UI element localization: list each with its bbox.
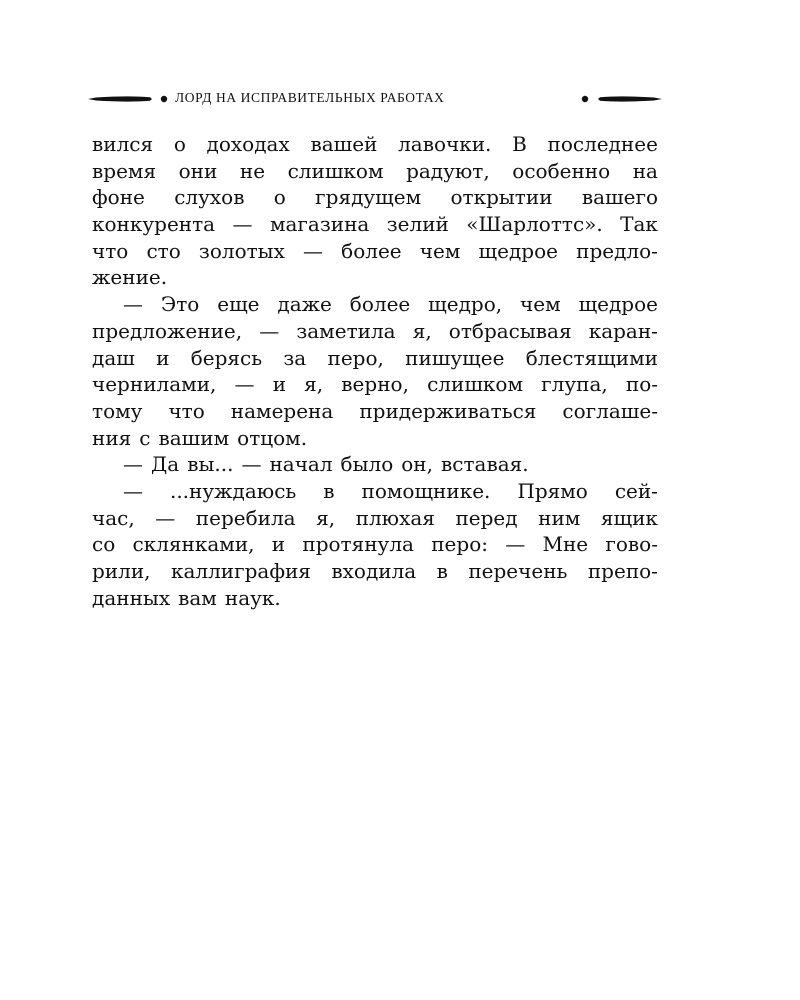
text-line: ния с вашим отцом. <box>92 425 308 450</box>
text-line: — ...нуждаюсь в помощнике. Прямо сей- <box>123 478 658 503</box>
text-line: тому что намерена придерживаться соглаше- <box>92 398 658 423</box>
text-line: вился о доходах вашей лавочки. В последнее <box>92 132 658 156</box>
text-line: что сто золотых — более чем щедрое предло- <box>92 238 658 263</box>
body-text <box>92 131 658 611</box>
text-line: — Да вы... — начал было он, вставая. <box>123 452 529 477</box>
text-line: час, — перебила я, плюхая перед ним ящик <box>92 505 658 530</box>
text-line: данных вам наук. <box>92 585 281 610</box>
text-line: — Это еще даже более щедро, чем щедрое <box>123 292 658 317</box>
text-line: предложение, — заметила я, отбрасывая каран- <box>92 318 658 343</box>
text-line: чернилами, — и я, верно, слишком глупа, по- <box>92 372 658 397</box>
text-line: рили, каллиграфия входила в перечень препо- <box>92 559 658 583</box>
text-line: фоне слухов о грядущем открытии вашего <box>92 185 658 210</box>
text-line: со склянками, и протянула перо: — Мне гово- <box>92 532 658 557</box>
text-line: конкурента — магазина зелий «Шарлоттс». Так <box>92 212 658 237</box>
header-title: ЛОРД НА ИСПРАВИТЕЛЬНЫХ РАБОТАХ <box>175 90 445 105</box>
text-line: даш и берясь за перо, пишущее блестящими <box>92 345 658 370</box>
text-line: время они не слишком радуют, особенно на <box>92 158 658 183</box>
text-line: жение. <box>92 265 168 290</box>
